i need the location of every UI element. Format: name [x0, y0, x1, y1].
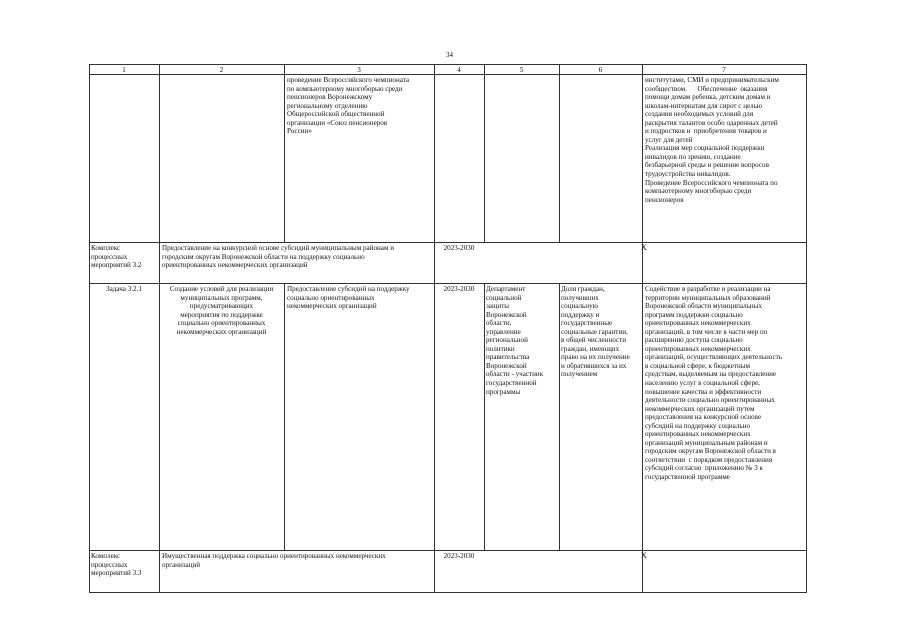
header-col-1: 1 — [122, 65, 126, 74]
header-col-4: 4 — [457, 65, 461, 74]
page-number: 34 — [446, 51, 453, 59]
task-3-2-1-result: Содействие в разработке и реализации на территории муниципальных образований Воронежской области муниципальных программ поддержки социально ориентированных некоммерческих организаций, в том числе в части мер по расширению доступа социально ориентированных некоммерческих организаций, осуществляющих деятельность в социальной сфере, к бюджетным средствам, выделяемым на предоставление населению услуг в социальной сфере, повышение качества и эффективности деятельности социально ориентированных некоммерческих организаций путем предоставления на конкурсной основе субсидий на поддержку социально ориентированных некоммерческих организаций муниципальным районам и городским округам Воронежской области в соответствии с порядком предоставления субсидий согласно приложению № 3 к государственной программе — [645, 285, 782, 482]
complex-3-2-years: 2023-2030 — [443, 244, 475, 252]
header-col-2: 2 — [219, 65, 224, 74]
complex-3-3-label: Комплекс процессных мероприятий 3.3 — [91, 552, 142, 578]
table-border — [89, 64, 90, 593]
task-3-2-1-label: Задача 3.2.1 — [106, 285, 142, 293]
task-3-2-1-years: 2023-2030 — [443, 285, 475, 293]
header-col-7: 7 — [722, 65, 726, 74]
column-divider — [284, 283, 285, 550]
task-3-2-1-event: Предоставление субсидий на поддержку социально ориентированных некоммерческих организаций — [287, 285, 410, 311]
header-col-3: 3 — [357, 65, 361, 74]
column-divider — [484, 64, 485, 242]
task-3-2-1-goal: Создание условий для реализации муниципальных программ, предусматривающих мероприятия по поддержке социально ориентированных некоммерческих организаций — [169, 285, 274, 336]
row-divider — [89, 74, 807, 75]
header-col-6: 6 — [598, 65, 603, 74]
table-border — [806, 64, 807, 593]
column-divider — [642, 64, 643, 593]
complex-3-3-mark: Х — [641, 552, 647, 560]
column-divider — [484, 283, 485, 550]
column-divider — [559, 283, 560, 550]
column-divider — [284, 64, 285, 242]
row-divider — [89, 283, 807, 284]
task-3-2-1-indicator: Доля граждан, получивших социальную поддержку и государственные социальные гарантии, в общей численности граждан, имеющих право на их получение и обратившихся за их получением — [561, 285, 630, 379]
complex-3-2-label: Комплекс процессных мероприятий 3.2 — [91, 244, 142, 270]
row-divider — [89, 242, 807, 243]
complex-3-3-title: Имущественная поддержка социально ориентированных некоммерческих организаций — [162, 552, 386, 569]
row-divider — [89, 550, 807, 551]
table-border — [89, 592, 807, 593]
program-table — [89, 64, 807, 593]
header-col-5: 5 — [519, 65, 524, 74]
task-3-2-1-executor: Департамент социальной защиты Воронежской области, управление региональной политики правительства Воронежской области - участник государственной программы — [486, 285, 544, 396]
continuation-result-text: институтами, СМИ и предпринимательским сообществом. Обеспечение оказания помощи домам ребенка, детским домам и школам-интернатам для сирот с целью создания необходимых условий для раскрытия талантов особо одаренных детей и подростков и приобретения товаров и услуг для детей Реализация мер социальной поддержки инвалидов по зрению, создание безбарьерной среды и решение вопросов трудоустройства инвалидов. Проведение Всероссийского чемпионата по компьютерному многоборью среди пенсионеров — [645, 76, 779, 204]
complex-3-2-title: Предоставление на конкурсной основе субсидий муниципальным районам и городским округам Воронежской области на поддержку социально ориентированных некоммерческих организаций — [162, 244, 395, 270]
column-divider — [434, 64, 435, 593]
column-divider — [559, 64, 560, 242]
complex-3-2-mark: Х — [641, 244, 647, 252]
complex-3-3-years: 2023-2030 — [443, 552, 475, 560]
continuation-event-text: проведение Всероссийского чемпионата по компьютерному многоборью среди пенсионеров Воронежскому региональному отделению Общероссийской общественной организации «Союз пенсионеров России» — [287, 76, 410, 136]
